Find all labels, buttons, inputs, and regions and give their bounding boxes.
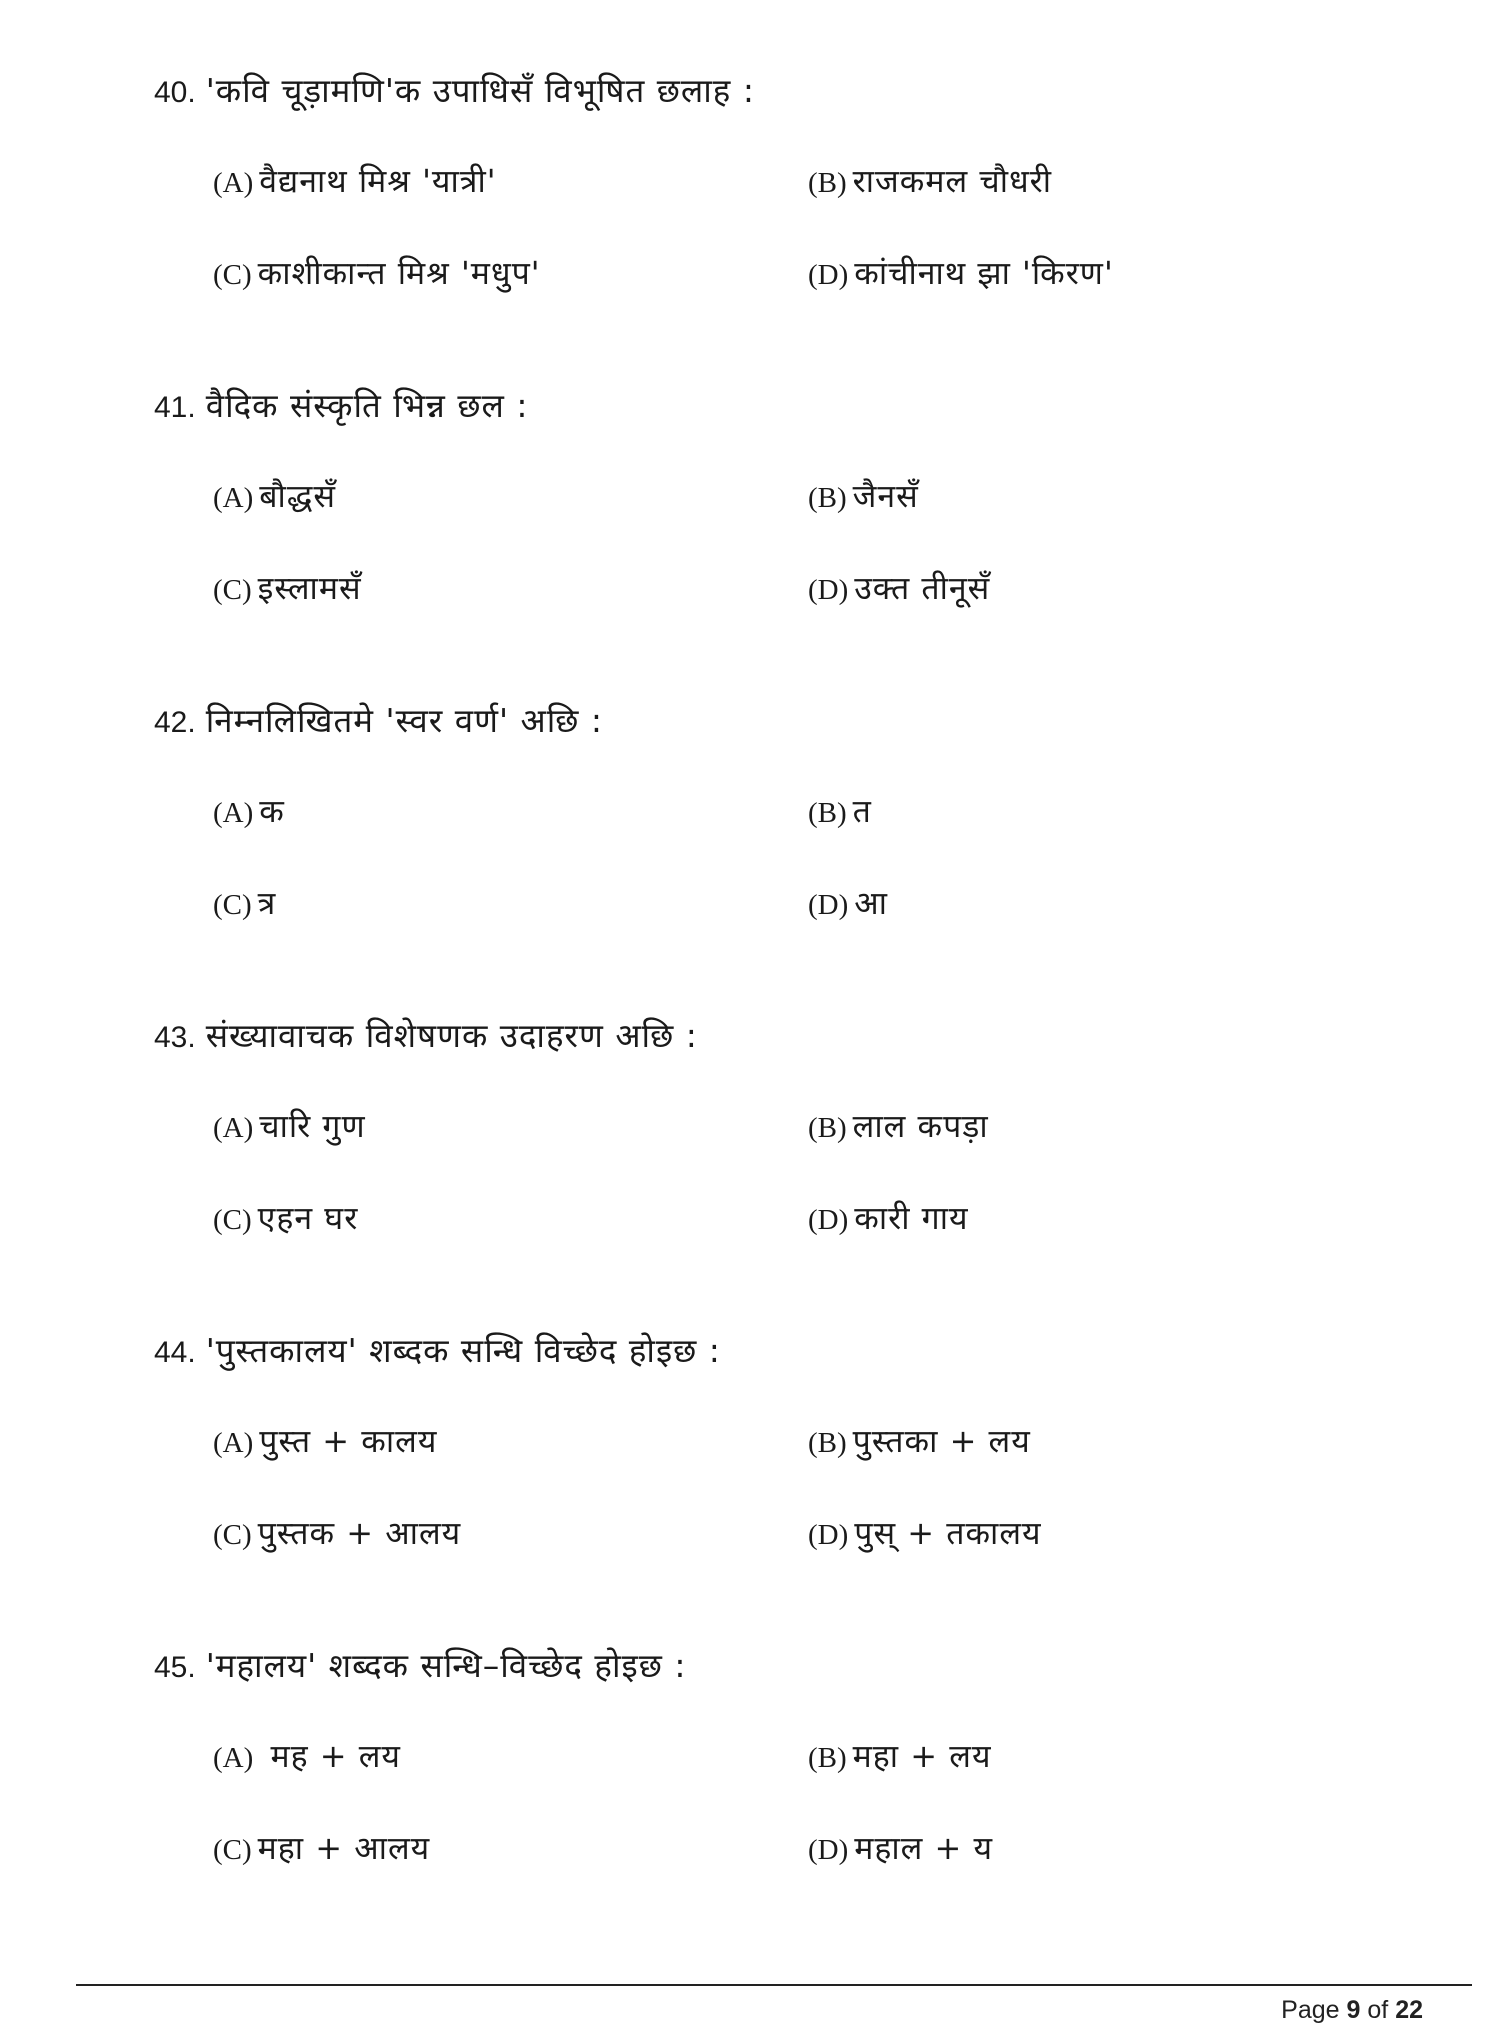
question-number: 45. [154, 1651, 196, 1684]
question-text: संख्यावाचक विशेषणक उदाहरण अछि : [205, 1016, 698, 1055]
option-d [808, 1510, 1042, 1563]
question-stem [154, 698, 603, 746]
option-letter: (C) [213, 1519, 252, 1551]
option-letter: (A) [213, 797, 254, 829]
option-text: मह + लय [259, 1737, 401, 1775]
option-text: कांचीनाथ झा 'किरण' [854, 254, 1114, 292]
option-a [213, 473, 336, 526]
option-text: पुस्त + कालय [259, 1422, 438, 1460]
option-text: इस्लामसँ [257, 569, 362, 607]
option-d [808, 1825, 993, 1878]
option-a [213, 788, 285, 841]
option-text: महा + लय [852, 1737, 992, 1775]
option-text: त [852, 792, 872, 830]
option-text: महाल + य [854, 1829, 994, 1867]
option-d [808, 1195, 969, 1248]
option-text: लाल कपड़ा [852, 1107, 989, 1145]
option-c [213, 1195, 358, 1248]
of-word: of [1367, 1996, 1389, 2024]
option-text: त्र [257, 884, 277, 922]
question-text: 'कवि चूड़ामणि'क उपाधिसँ विभूषित छलाह : [205, 71, 755, 110]
option-text: उक्त तीनूसँ [854, 569, 991, 607]
question-text: 'महालय' शब्दक सन्धि–विच्छेद होइछ : [205, 1646, 687, 1685]
question-number: 43. [154, 1021, 196, 1054]
option-a [213, 158, 497, 211]
option-b [808, 1418, 1031, 1471]
question-text: वैदिक संस्कृति भिन्न छल : [205, 386, 529, 425]
page-word: Page [1281, 1996, 1340, 2024]
option-a [213, 1733, 401, 1786]
question-stem [154, 383, 528, 431]
page-footer [1281, 1996, 1423, 2025]
option-c [213, 250, 541, 303]
option-letter: (D) [808, 259, 849, 291]
option-c [213, 880, 276, 933]
option-text: महा + आलय [257, 1829, 431, 1867]
option-letter: (A) [213, 482, 254, 514]
option-text: पुस्तक + आलय [257, 1514, 462, 1552]
option-letter: (D) [808, 574, 849, 606]
option-letter: (B) [808, 1742, 847, 1774]
option-letter: (C) [213, 1204, 252, 1236]
option-text: बौद्धसँ [259, 477, 337, 515]
option-c [213, 1825, 430, 1878]
option-letter: (B) [808, 482, 847, 514]
option-letter: (A) [213, 1427, 254, 1459]
option-text: आ [854, 884, 888, 922]
option-letter: (A) [213, 1742, 254, 1774]
option-letter: (B) [808, 1112, 847, 1144]
option-letter: (B) [808, 1427, 847, 1459]
page-total: 22 [1395, 1996, 1423, 2024]
option-letter: (A) [213, 167, 254, 199]
option-letter: (A) [213, 1112, 254, 1144]
option-text: राजकमल चौधरी [852, 162, 1053, 200]
question-number: 40. [154, 76, 196, 109]
question-stem [154, 68, 755, 116]
page-current: 9 [1346, 1996, 1361, 2024]
question-stem [154, 1013, 698, 1061]
option-letter: (D) [808, 1519, 849, 1551]
option-letter: (C) [213, 1834, 252, 1866]
option-b [808, 1103, 989, 1156]
option-letter: (D) [808, 1834, 849, 1866]
question-number: 42. [154, 706, 196, 739]
option-d [808, 880, 888, 933]
option-d [808, 250, 1114, 303]
option-text: चारि गुण [259, 1107, 366, 1145]
option-text: एहन घर [257, 1199, 359, 1237]
option-b [808, 158, 1052, 211]
option-text: कारी गाय [854, 1199, 969, 1237]
option-letter: (B) [808, 797, 847, 829]
footer-divider [76, 1984, 1472, 1986]
option-b [808, 473, 919, 526]
option-text: वैद्यनाथ मिश्र 'यात्री' [259, 162, 497, 200]
option-c [213, 1510, 461, 1563]
option-c [213, 565, 362, 618]
option-a [213, 1103, 366, 1156]
option-text: जैनसँ [852, 477, 919, 515]
option-letter: (D) [808, 889, 849, 921]
option-text: पुस्तका + लय [852, 1422, 1031, 1460]
option-b [808, 788, 872, 841]
option-letter: (C) [213, 259, 252, 291]
option-text: पुस् + तकालय [854, 1514, 1042, 1552]
option-letter: (C) [213, 889, 252, 921]
option-a [213, 1418, 437, 1471]
option-b [808, 1733, 992, 1786]
question-number: 44. [154, 1336, 196, 1369]
option-letter: (C) [213, 574, 252, 606]
option-d [808, 565, 990, 618]
question-stem [154, 1643, 686, 1691]
question-text: 'पुस्तकालय' शब्दक सन्धि विच्छेद होइछ : [205, 1331, 721, 1370]
question-text: निम्नलिखितमे 'स्वर वर्ण' अछि : [205, 701, 604, 740]
question-stem [154, 1328, 721, 1376]
option-letter: (D) [808, 1204, 849, 1236]
option-letter: (B) [808, 167, 847, 199]
option-text: काशीकान्त मिश्र 'मधुप' [257, 254, 541, 292]
option-text: क [259, 792, 285, 830]
question-number: 41. [154, 391, 196, 424]
